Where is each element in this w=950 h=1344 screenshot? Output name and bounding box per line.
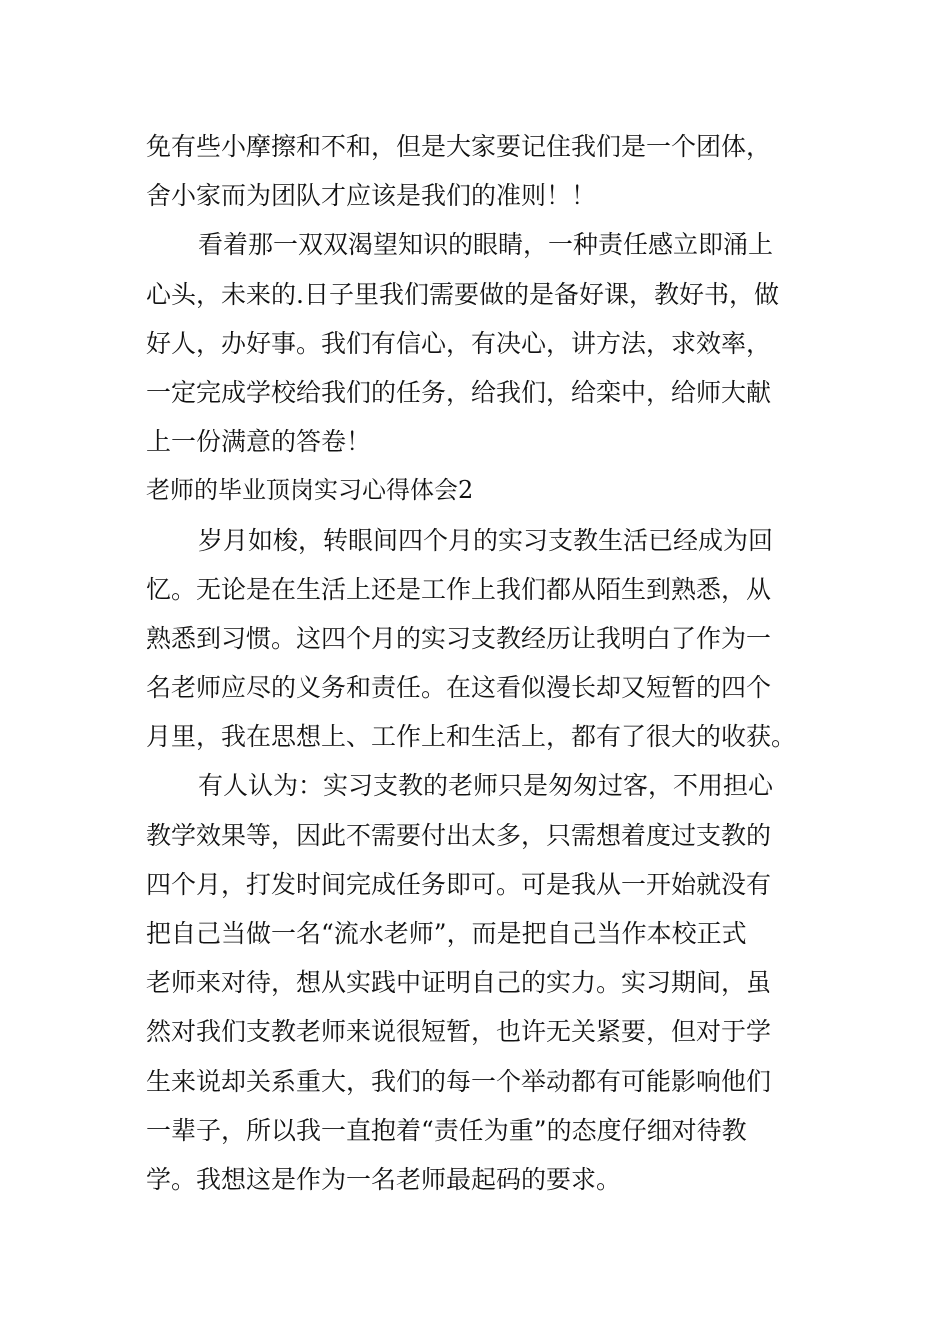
text-line: 熟悉到习惯。这四个月的实习支教经历让我明白了作为一 <box>146 623 772 653</box>
text-line: 岁月如梭，转眼间四个月的实习支教生活已经成为回 <box>198 525 774 555</box>
text-line: 看着那一双双渴望知识的眼睛，一种责任感立即涌上 <box>198 230 774 260</box>
text-line: 把自己当做一名“流水老师”，而是把自己当作本校正式 <box>146 919 747 948</box>
text-line: 学。我想这是作为一名老师最起码的要求。 <box>146 1164 622 1194</box>
text-line: 教学效果等，因此不需要付出太多，只需想着度过支教的 <box>146 820 772 850</box>
document-body <box>146 122 808 1204</box>
text-line: 舍小家而为团队才应该是我们的准则！！ <box>146 181 597 211</box>
text-line: 四个月，打发时间完成任务即可。可是我从一开始就没有 <box>146 869 772 899</box>
text-line: 一辈子，所以我一直抱着“责任为重”的态度仔细对待教 <box>146 1115 747 1145</box>
text-line: 忆。无论是在生活上还是工作上我们都从陌生到熟悉，从 <box>146 574 772 604</box>
text-line: 上一份满意的答卷！ <box>146 427 372 457</box>
text-line: 心头，未来的.日子里我们需要做的是备好课，教好书，做 <box>146 279 779 309</box>
text-line: 老师来对待，想从实践中证明自己的实力。实习期间，虽 <box>146 968 772 998</box>
text-line: 有人认为：实习支教的老师只是匆匆过客，不用担心 <box>198 771 774 801</box>
text-line: 然对我们支教老师来说很短暂，也许无关紧要，但对于学 <box>146 1017 772 1047</box>
text-line: 月里，我在思想上、工作上和生活上，都有了很大的收获。 <box>146 722 797 752</box>
text-line: 名老师应尽的义务和责任。在这看似漫长却又短暂的四个 <box>146 673 772 703</box>
text-line: 生来说却关系重大，我们的每一个举动都有可能影响他们 <box>146 1066 772 1096</box>
section-heading: 老师的毕业顶岗实习心得体会2 <box>146 476 474 505</box>
text-line: 一定完成学校给我们的任务，给我们，给栾中，给师大献 <box>146 377 772 407</box>
text-line: 免有些小摩擦和不和，但是大家要记住我们是一个团体， <box>146 132 772 161</box>
text-line: 好人，办好事。我们有信心，有决心，讲方法，求效率， <box>146 328 772 358</box>
